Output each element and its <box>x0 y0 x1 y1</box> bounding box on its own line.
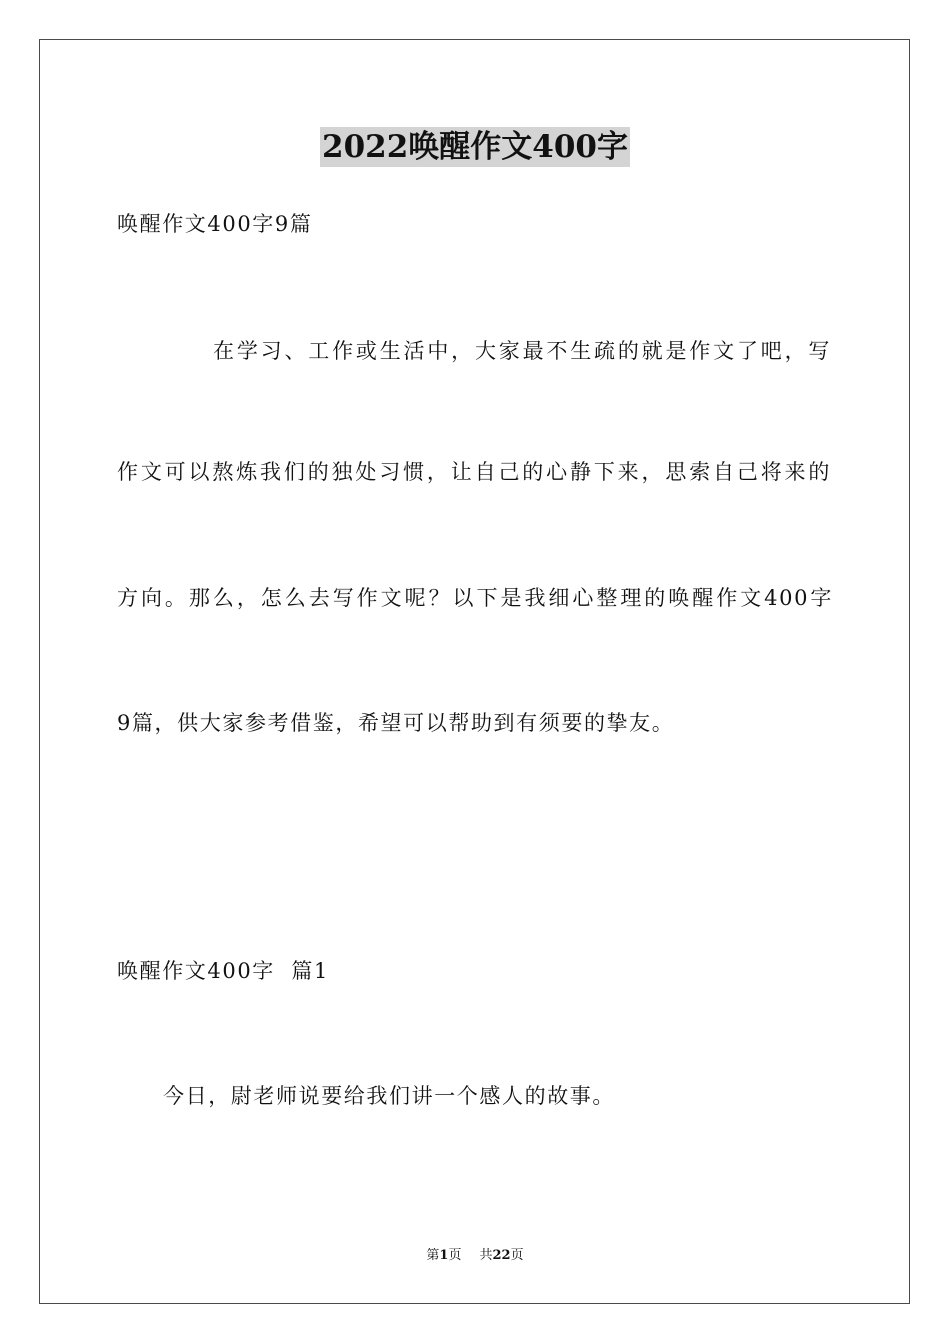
section-first-line: 今日，尉老师说要给我们讲一个感人的故事。 <box>163 1084 615 1108</box>
intro-line-1: 在学习、工作或生活中，大家最不生疏的就是作文了吧，写 <box>213 339 831 363</box>
title-container <box>0 127 950 167</box>
page-suffix: 页 <box>448 1248 462 1263</box>
page-current: 1 <box>439 1248 449 1263</box>
section-heading: 唤醒作文400字 篇1 <box>117 959 329 983</box>
document-title: 2022唤醒作文400字 <box>322 129 628 165</box>
total-suffix: 页 <box>510 1248 524 1263</box>
page-prefix: 第 <box>426 1248 440 1263</box>
intro-line-4: 9篇，供大家参考借鉴，希望可以帮助到有须要的挚友。 <box>117 711 675 735</box>
total-prefix: 共 <box>479 1248 493 1263</box>
intro-line-2: 作文可以熬炼我们的独处习惯，让自己的心静下来，思索自己将来的 <box>117 460 831 484</box>
document-subtitle: 唤醒作文400字9篇 <box>117 212 313 236</box>
total-pages: 22 <box>492 1248 511 1263</box>
intro-line-3: 方向。那么，怎么去写作文呢？以下是我细心整理的唤醒作文400字 <box>117 586 833 610</box>
page-footer <box>0 1247 950 1265</box>
